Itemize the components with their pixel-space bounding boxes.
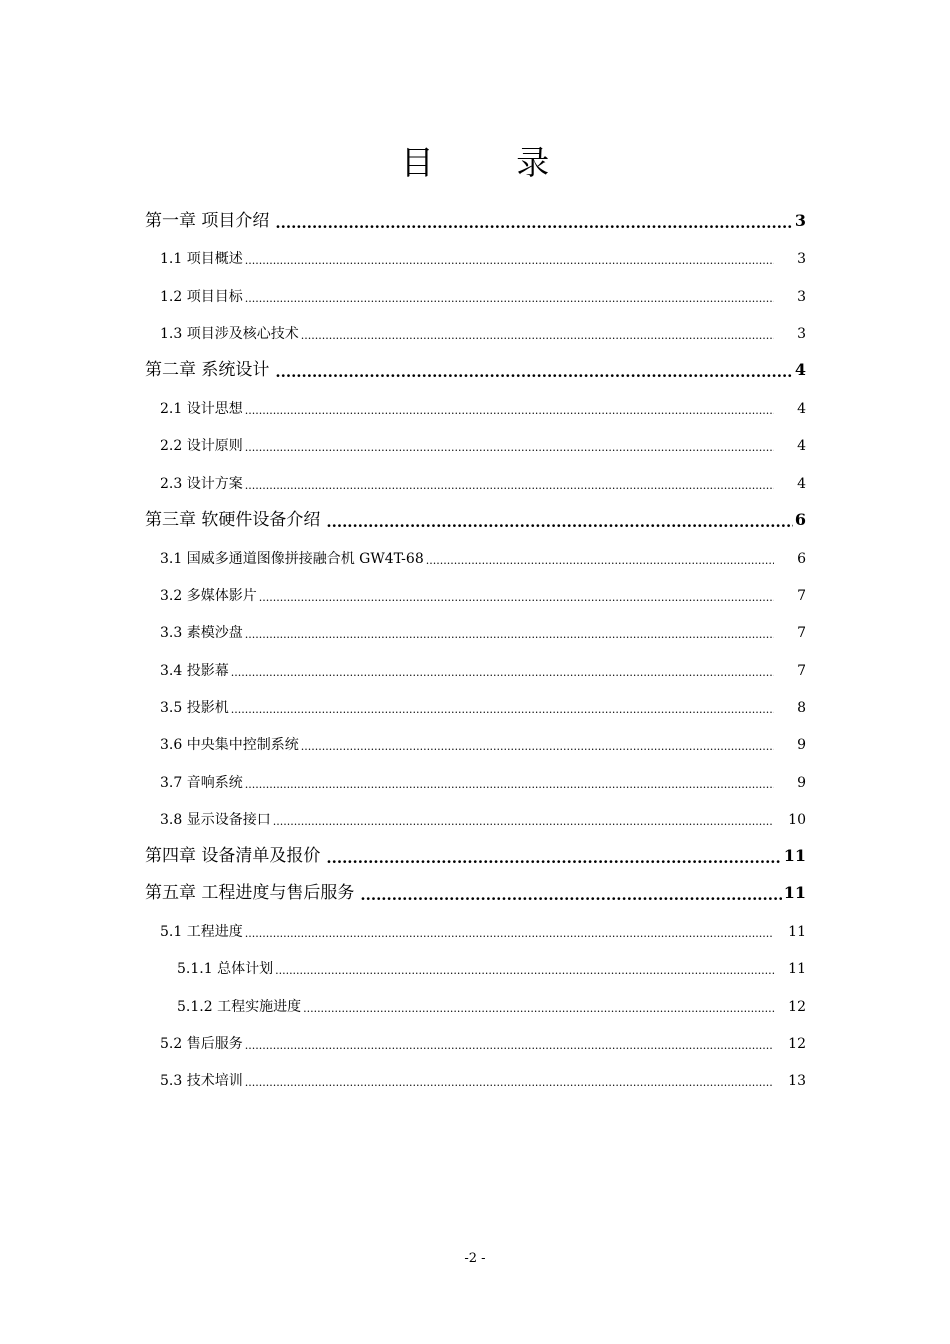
toc-entry-label: 第一章 项目介绍 [145, 211, 270, 231]
toc-entry-3-5[interactable] [160, 696, 806, 718]
toc-leader-dots [245, 440, 774, 456]
toc-entry-3-2[interactable] [160, 584, 806, 606]
toc-leader-dots [245, 1075, 772, 1091]
toc-leader-dots [245, 627, 774, 643]
toc-entry-label: 第二章 系统设计 [145, 360, 270, 380]
toc-entry-5-3[interactable] [160, 1069, 806, 1091]
toc-entry-chapter-5[interactable] [145, 880, 806, 904]
toc-entry-5-2[interactable] [160, 1032, 806, 1054]
toc-leader-dots [301, 328, 774, 344]
toc-entry-3-7[interactable] [160, 771, 806, 793]
toc-entry-2-1[interactable] [160, 397, 806, 419]
toc-entry-page: 4 [794, 360, 806, 379]
toc-entry-label: 3.3 素模沙盘 [160, 625, 243, 641]
toc-entry-page: 3 [797, 251, 806, 267]
toc-entry-label: 3.7 音响系统 [160, 775, 243, 791]
toc-entry-page: 6 [797, 551, 806, 567]
toc-entry-page: 3 [797, 326, 806, 342]
toc-entry-page: 11 [783, 883, 806, 902]
toc-leader-dots [275, 363, 792, 381]
toc-entry-label: 2.1 设计思想 [160, 401, 243, 417]
toc-leader-dots [259, 590, 774, 606]
toc-entry-page: 13 [788, 1073, 806, 1089]
toc-leader-dots [326, 513, 792, 531]
toc-leader-dots [275, 963, 776, 979]
toc-entry-label: 5.1 工程进度 [160, 924, 243, 940]
toc-leader-dots [273, 814, 772, 830]
toc-entry-label: 3.2 多媒体影片 [160, 588, 257, 604]
toc-entry-2-2[interactable] [160, 434, 806, 456]
toc-entry-chapter-3[interactable] [145, 507, 806, 531]
toc-entry-page: 11 [788, 961, 806, 977]
toc-entry-label: 第四章 设备清单及报价 [145, 846, 321, 866]
toc-leader-dots [231, 702, 774, 718]
toc-entry-label: 5.2 售后服务 [160, 1036, 243, 1052]
toc-entry-page: 4 [797, 476, 806, 492]
toc-entry-5-1-1[interactable] [177, 957, 806, 979]
toc-entry-label: 第三章 软硬件设备介绍 [145, 510, 321, 530]
toc-leader-dots [245, 777, 774, 793]
toc-entry-1-3[interactable] [160, 322, 806, 344]
toc-entry-page: 7 [797, 663, 806, 679]
toc-entry-label: 1.3 项目涉及核心技术 [160, 326, 299, 342]
toc-entry-1-2[interactable] [160, 285, 806, 307]
toc-entry-page: 3 [797, 289, 806, 305]
toc-entry-chapter-1[interactable] [145, 208, 806, 232]
toc-entry-label: 5.3 技术培训 [160, 1073, 243, 1089]
toc-entry-page: 8 [797, 700, 806, 716]
toc-entry-3-4[interactable] [160, 659, 806, 681]
toc-entry-2-3[interactable] [160, 472, 806, 494]
toc-leader-dots [326, 849, 781, 867]
toc-entry-page: 12 [788, 999, 806, 1015]
toc-entry-page: 6 [794, 510, 806, 529]
toc-entry-label: 2.3 设计方案 [160, 476, 243, 492]
toc-leader-dots [245, 291, 774, 307]
toc-entry-5-1-2[interactable] [177, 995, 806, 1017]
toc-entry-label: 5.1.1 总体计划 [177, 961, 274, 977]
toc-entry-page: 9 [797, 737, 806, 753]
toc-entry-3-8[interactable] [160, 808, 806, 830]
toc-leader-dots [245, 403, 774, 419]
toc-leader-dots [301, 739, 774, 755]
toc-entry-1-1[interactable] [160, 247, 806, 269]
toc-leader-dots [245, 253, 774, 269]
toc-entry-label: 2.2 设计原则 [160, 438, 243, 454]
toc-leader-dots [231, 665, 774, 681]
toc-leader-dots [303, 1001, 776, 1017]
toc-entry-page: 7 [797, 588, 806, 604]
toc-leader-dots [245, 478, 774, 494]
toc-entry-page: 9 [797, 775, 806, 791]
toc-entry-page: 11 [788, 924, 806, 940]
toc-leader-dots [360, 886, 781, 904]
toc-entry-label: 1.2 项目目标 [160, 289, 243, 305]
toc-entry-label: 1.1 项目概述 [160, 251, 243, 267]
page-number-footer: -2 - [464, 1251, 486, 1266]
toc-entry-chapter-4[interactable] [145, 843, 806, 867]
toc-entry-label: 5.1.2 工程实施进度 [177, 999, 302, 1015]
toc-entry-5-1[interactable] [160, 920, 806, 942]
toc-leader-dots [426, 553, 774, 569]
toc-entry-label: 3.5 投影机 [160, 700, 229, 716]
toc-title: 目 录 [400, 143, 586, 182]
toc-leader-dots [245, 1038, 772, 1054]
toc-entry-label: 3.1 国威多通道图像拼接融合机 GW4T-68 [160, 551, 424, 567]
toc-entry-page: 10 [788, 812, 806, 828]
toc-entry-3-1[interactable] [160, 547, 806, 569]
toc-entry-chapter-2[interactable] [145, 357, 806, 381]
toc-entry-3-6[interactable] [160, 733, 806, 755]
toc-entry-label: 第五章 工程进度与售后服务 [145, 883, 355, 903]
toc-entry-label: 3.6 中央集中控制系统 [160, 737, 299, 753]
toc-leader-dots [275, 214, 792, 232]
toc-entry-page: 3 [794, 211, 806, 230]
toc-entry-label: 3.8 显示设备接口 [160, 812, 271, 828]
toc-leader-dots [245, 926, 772, 942]
toc-entry-page: 4 [797, 401, 806, 417]
toc-entry-page: 7 [797, 625, 806, 641]
toc-entry-3-3[interactable] [160, 621, 806, 643]
toc-entry-page: 12 [788, 1036, 806, 1052]
toc-entry-page: 11 [783, 846, 806, 865]
toc-entry-label: 3.4 投影幕 [160, 663, 229, 679]
toc-entry-page: 4 [797, 438, 806, 454]
